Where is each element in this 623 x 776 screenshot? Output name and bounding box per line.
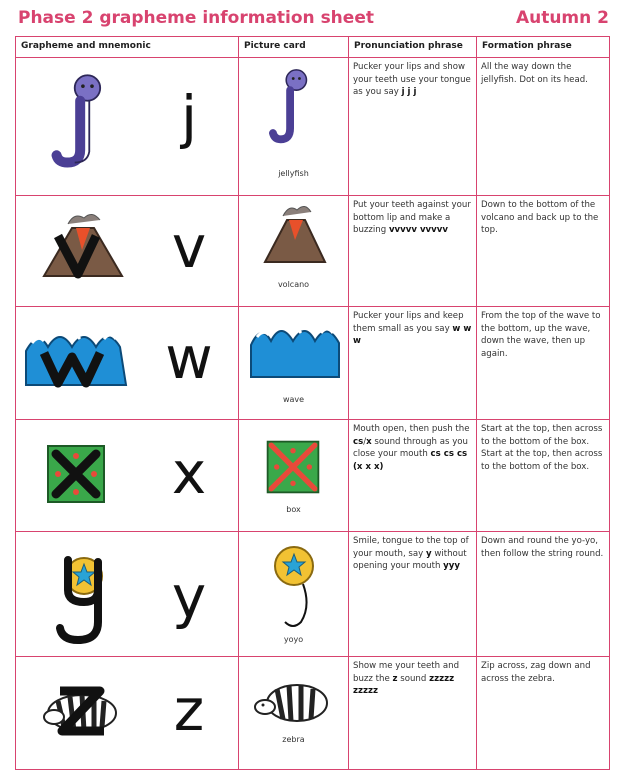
formation-cell xyxy=(477,420,610,532)
pronunciation-phrase: Put your teeth against your bottom lip and make a buzzing vvvvv vvvvv xyxy=(353,200,471,236)
formation-phrase: Start at the top, then across to the bottom of the box. Start at the top, then across to the bottom of the box. xyxy=(481,424,603,472)
formation-cell xyxy=(477,196,610,307)
jellyfish-mnemonic-icon xyxy=(38,68,126,168)
mnemonic-cell xyxy=(16,532,239,657)
pronunciation-cell xyxy=(349,657,477,770)
jellyfish-icon xyxy=(259,66,329,144)
table-header-row xyxy=(16,37,610,58)
table-row xyxy=(16,58,610,196)
pronunciation-phrase: Show me your teeth and buzz the z sound zzzzz zzzzz xyxy=(353,661,460,697)
picture-label: wave xyxy=(282,395,305,404)
picture-cell xyxy=(239,196,349,307)
grapheme-letter: x xyxy=(171,439,207,507)
formation-cell xyxy=(477,532,610,657)
mnemonic-cell xyxy=(16,196,239,307)
table-row xyxy=(16,420,610,532)
volcano-icon xyxy=(259,204,329,266)
table-row xyxy=(16,307,610,420)
col-header-formation: Formation phrase xyxy=(477,37,610,58)
picture-label: zebra xyxy=(282,735,305,744)
picture-cell xyxy=(239,657,349,770)
pronunciation-cell xyxy=(349,532,477,657)
pronunciation-phrase: Pucker your lips and show your teeth use your tongue as you say j j j xyxy=(353,62,471,98)
picture-cell xyxy=(239,58,349,196)
grapheme-letter: w xyxy=(165,324,213,392)
pronunciation-phrase: Mouth open, then push the cs/x sound through as you close your mouth cs cs cs (x x x) xyxy=(353,424,470,472)
mnemonic-cell xyxy=(16,307,239,420)
wave-mnemonic-icon xyxy=(24,321,128,391)
term-label: Autumn 2 xyxy=(515,8,609,28)
picture-label: jellyfish xyxy=(278,169,309,178)
picture-cell xyxy=(239,420,349,532)
formation-cell xyxy=(477,307,610,420)
sheet-title: Phase 2 grapheme information sheet xyxy=(18,8,374,28)
pronunciation-phrase: Pucker your lips and keep them small as you say w w w xyxy=(353,311,472,347)
mnemonic-cell xyxy=(16,657,239,770)
volcano-mnemonic-icon xyxy=(38,210,126,280)
col-header-picture: Picture card xyxy=(239,37,349,58)
box-mnemonic-icon xyxy=(44,442,108,506)
picture-cell xyxy=(239,307,349,420)
box-icon xyxy=(264,438,322,496)
formation-phrase: Zip across, zag down and across the zebra. xyxy=(481,661,591,684)
col-header-grapheme: Grapheme and mnemonic xyxy=(16,37,239,58)
pronunciation-cell xyxy=(349,420,477,532)
wave-icon xyxy=(249,315,341,381)
yoyo-mnemonic-icon xyxy=(38,550,126,646)
formation-cell xyxy=(477,657,610,770)
pronunciation-cell xyxy=(349,196,477,307)
zebra-icon xyxy=(253,673,333,729)
picture-label: yoyo xyxy=(283,635,304,644)
table-row xyxy=(16,196,610,307)
grapheme-letter: v xyxy=(171,213,207,281)
formation-phrase: From the top of the wave to the bottom, up the wave, down the wave, then up again. xyxy=(481,311,601,359)
table-row xyxy=(16,657,610,770)
picture-label: volcano xyxy=(277,280,310,289)
grapheme-letter: y xyxy=(171,563,207,631)
pronunciation-cell xyxy=(349,307,477,420)
col-header-pronunciation: Pronunciation phrase xyxy=(349,37,477,58)
zebra-mnemonic-icon xyxy=(38,677,126,741)
grapheme-letter: z xyxy=(173,676,205,744)
yoyo-icon xyxy=(267,544,321,630)
picture-label: box xyxy=(286,505,301,514)
table-row xyxy=(16,532,610,657)
pronunciation-cell xyxy=(349,58,477,196)
formation-phrase: All the way down the jellyfish. Dot on its head. xyxy=(481,62,588,85)
formation-phrase: Down to the bottom of the volcano and back up to the top. xyxy=(481,200,599,236)
formation-cell xyxy=(477,58,610,196)
mnemonic-cell xyxy=(16,58,239,196)
formation-phrase: Down and round the yo-yo, then follow the string round. xyxy=(481,536,604,559)
mnemonic-cell xyxy=(16,420,239,532)
pronunciation-phrase: Smile, tongue to the top of your mouth, say y without opening your mouth yyy xyxy=(353,536,469,572)
sheet-header xyxy=(18,8,609,32)
grapheme-table xyxy=(15,36,610,770)
picture-cell xyxy=(239,532,349,657)
grapheme-letter: j xyxy=(180,83,198,151)
